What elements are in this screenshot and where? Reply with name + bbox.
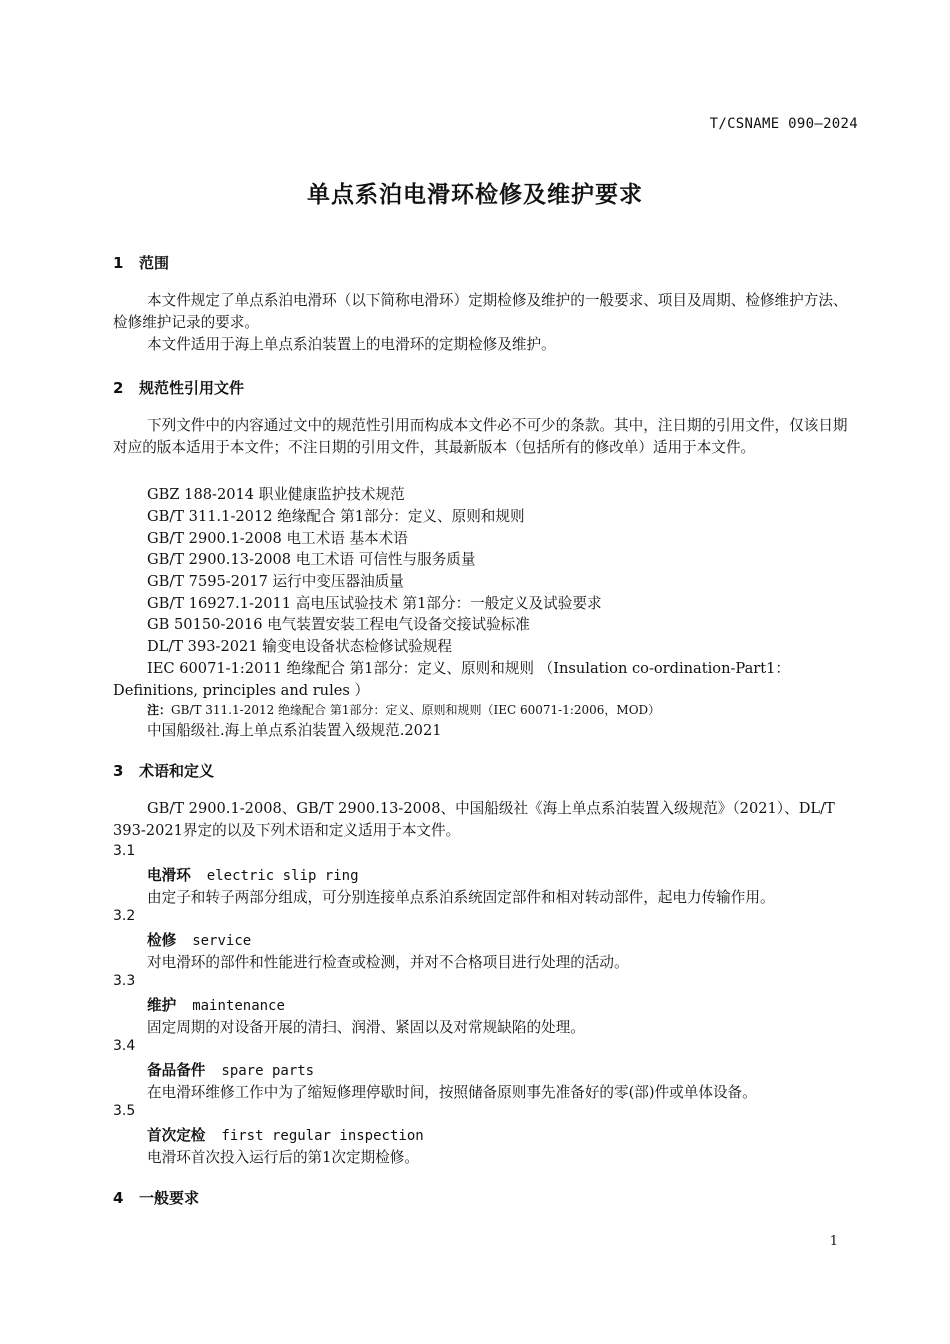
section-heading-3	[113, 760, 214, 781]
term-definition: 在电滑环维修工作中为了缩短修理停歇时间，按照储备原则事先准备好的零(部)件或单体设备。	[147, 1084, 757, 1101]
term-cn: 电滑环	[147, 867, 191, 884]
term-en: service	[192, 933, 252, 949]
section-title: 一般要求	[139, 1189, 200, 1207]
document-code: T/CSNAME 090—2024	[709, 116, 858, 132]
reference-item-iec: IEC 60071-1:2011 绝缘配合 第1部分：定义、原则和规则 （Insulation co-ordination-Part1：	[147, 660, 790, 677]
term-cn: 首次定检	[147, 1127, 206, 1144]
term-definition: 电滑环首次投入运行后的第1次定期检修。	[147, 1149, 419, 1166]
term-definition: 对电滑环的部件和性能进行检查或检测，并对不合格项目进行处理的活动。	[147, 954, 629, 971]
term-en: spare parts	[221, 1063, 315, 1079]
section-title: 范围	[139, 254, 170, 272]
terms-intro: GB/T 2900.1-2008、GB/T 2900.13-2008、中国船级社《海上单点系泊装置入级规范》（2021）、DL/T 393-2021界定的以及下列术语和定义适用于本文件。	[113, 800, 835, 839]
section-number: 1	[113, 254, 124, 272]
reference-item: GB/T 16927.1-2011 高电压试验技术 第1部分：一般定义及试验要求	[147, 595, 602, 612]
scope-paragraph-2: 本文件适用于海上单点系泊装置上的电滑环的定期检修及维护。	[147, 336, 556, 353]
section-heading-4	[113, 1187, 199, 1208]
term-definition: 固定周期的对设备开展的清扫、润滑、紧固以及对常规缺陷的处理。	[147, 1019, 585, 1036]
term-cn: 备品备件	[147, 1062, 206, 1079]
reference-item: GBZ 188-2014 职业健康监护技术规范	[147, 486, 405, 503]
reference-item: GB 50150-2016 电气装置安装工程电气设备交接试验标准	[147, 616, 530, 633]
term-entry	[147, 864, 359, 885]
term-entry	[147, 1124, 424, 1145]
reference-note	[147, 701, 660, 718]
term-en: maintenance	[192, 998, 285, 1014]
term-number: 3.5	[113, 1103, 136, 1119]
term-number: 3.3	[113, 973, 136, 989]
term-number: 3.4	[113, 1038, 136, 1054]
term-entry	[147, 929, 251, 950]
term-en: first regular inspection	[221, 1128, 424, 1144]
note-label: 注：	[147, 703, 172, 717]
reference-item: GB/T 2900.13-2008 电工术语 可信性与服务质量	[147, 551, 476, 568]
term-number: 3.1	[113, 843, 136, 859]
scope-paragraph-1: 本文件规定了单点系泊电滑环（以下简称电滑环）定期检修及维护的一般要求、项目及周期、检修维护方法、检修维护记录的要求。	[113, 292, 848, 331]
term-number: 3.2	[113, 908, 136, 924]
reference-item: 中国船级社.海上单点系泊装置入级规范.2021	[147, 722, 442, 739]
section-number: 3	[113, 762, 124, 780]
section-title: 术语和定义	[139, 762, 215, 780]
reference-item: GB/T 311.1-2012 绝缘配合 第1部分：定义、原则和规则	[147, 508, 525, 525]
section-title: 规范性引用文件	[139, 379, 245, 397]
page-number: 1	[829, 1234, 838, 1249]
term-cn: 检修	[147, 932, 177, 949]
reference-item: DL/T 393-2021 输变电设备状态检修试验规程	[147, 638, 452, 655]
reference-item: GB/T 2900.1-2008 电工术语 基本术语	[147, 530, 408, 547]
section-number: 4	[113, 1189, 124, 1207]
term-definition: 由定子和转子两部分组成，可分别连接单点系泊系统固定部件和相对转动部件，起电力传输作用。	[147, 889, 775, 906]
term-cn: 维护	[147, 997, 177, 1014]
references-intro: 下列文件中的内容通过文中的规范性引用而构成本文件必不可少的条款。其中，注日期的引用文件，仅该日期对应的版本适用于本文件；不注日期的引用文件，其最新版本（包括所有的修改单）适用于本文件。	[113, 417, 848, 456]
section-number: 2	[113, 379, 124, 397]
note-text: GB/T 311.1-2012 绝缘配合 第1部分：定义、原则和规则（IEC 60071-1:2006，MOD）	[171, 703, 661, 717]
term-entry	[147, 994, 285, 1015]
term-entry	[147, 1059, 314, 1080]
section-heading-2	[113, 377, 244, 398]
document-title: 单点系泊电滑环检修及维护要求	[307, 182, 643, 208]
reference-item: GB/T 7595-2017 运行中变压器油质量	[147, 573, 404, 590]
term-en: electric slip ring	[206, 868, 359, 884]
reference-item-iec-cont: Definitions, principles and rules ）	[113, 682, 370, 699]
section-heading-1	[113, 252, 169, 273]
